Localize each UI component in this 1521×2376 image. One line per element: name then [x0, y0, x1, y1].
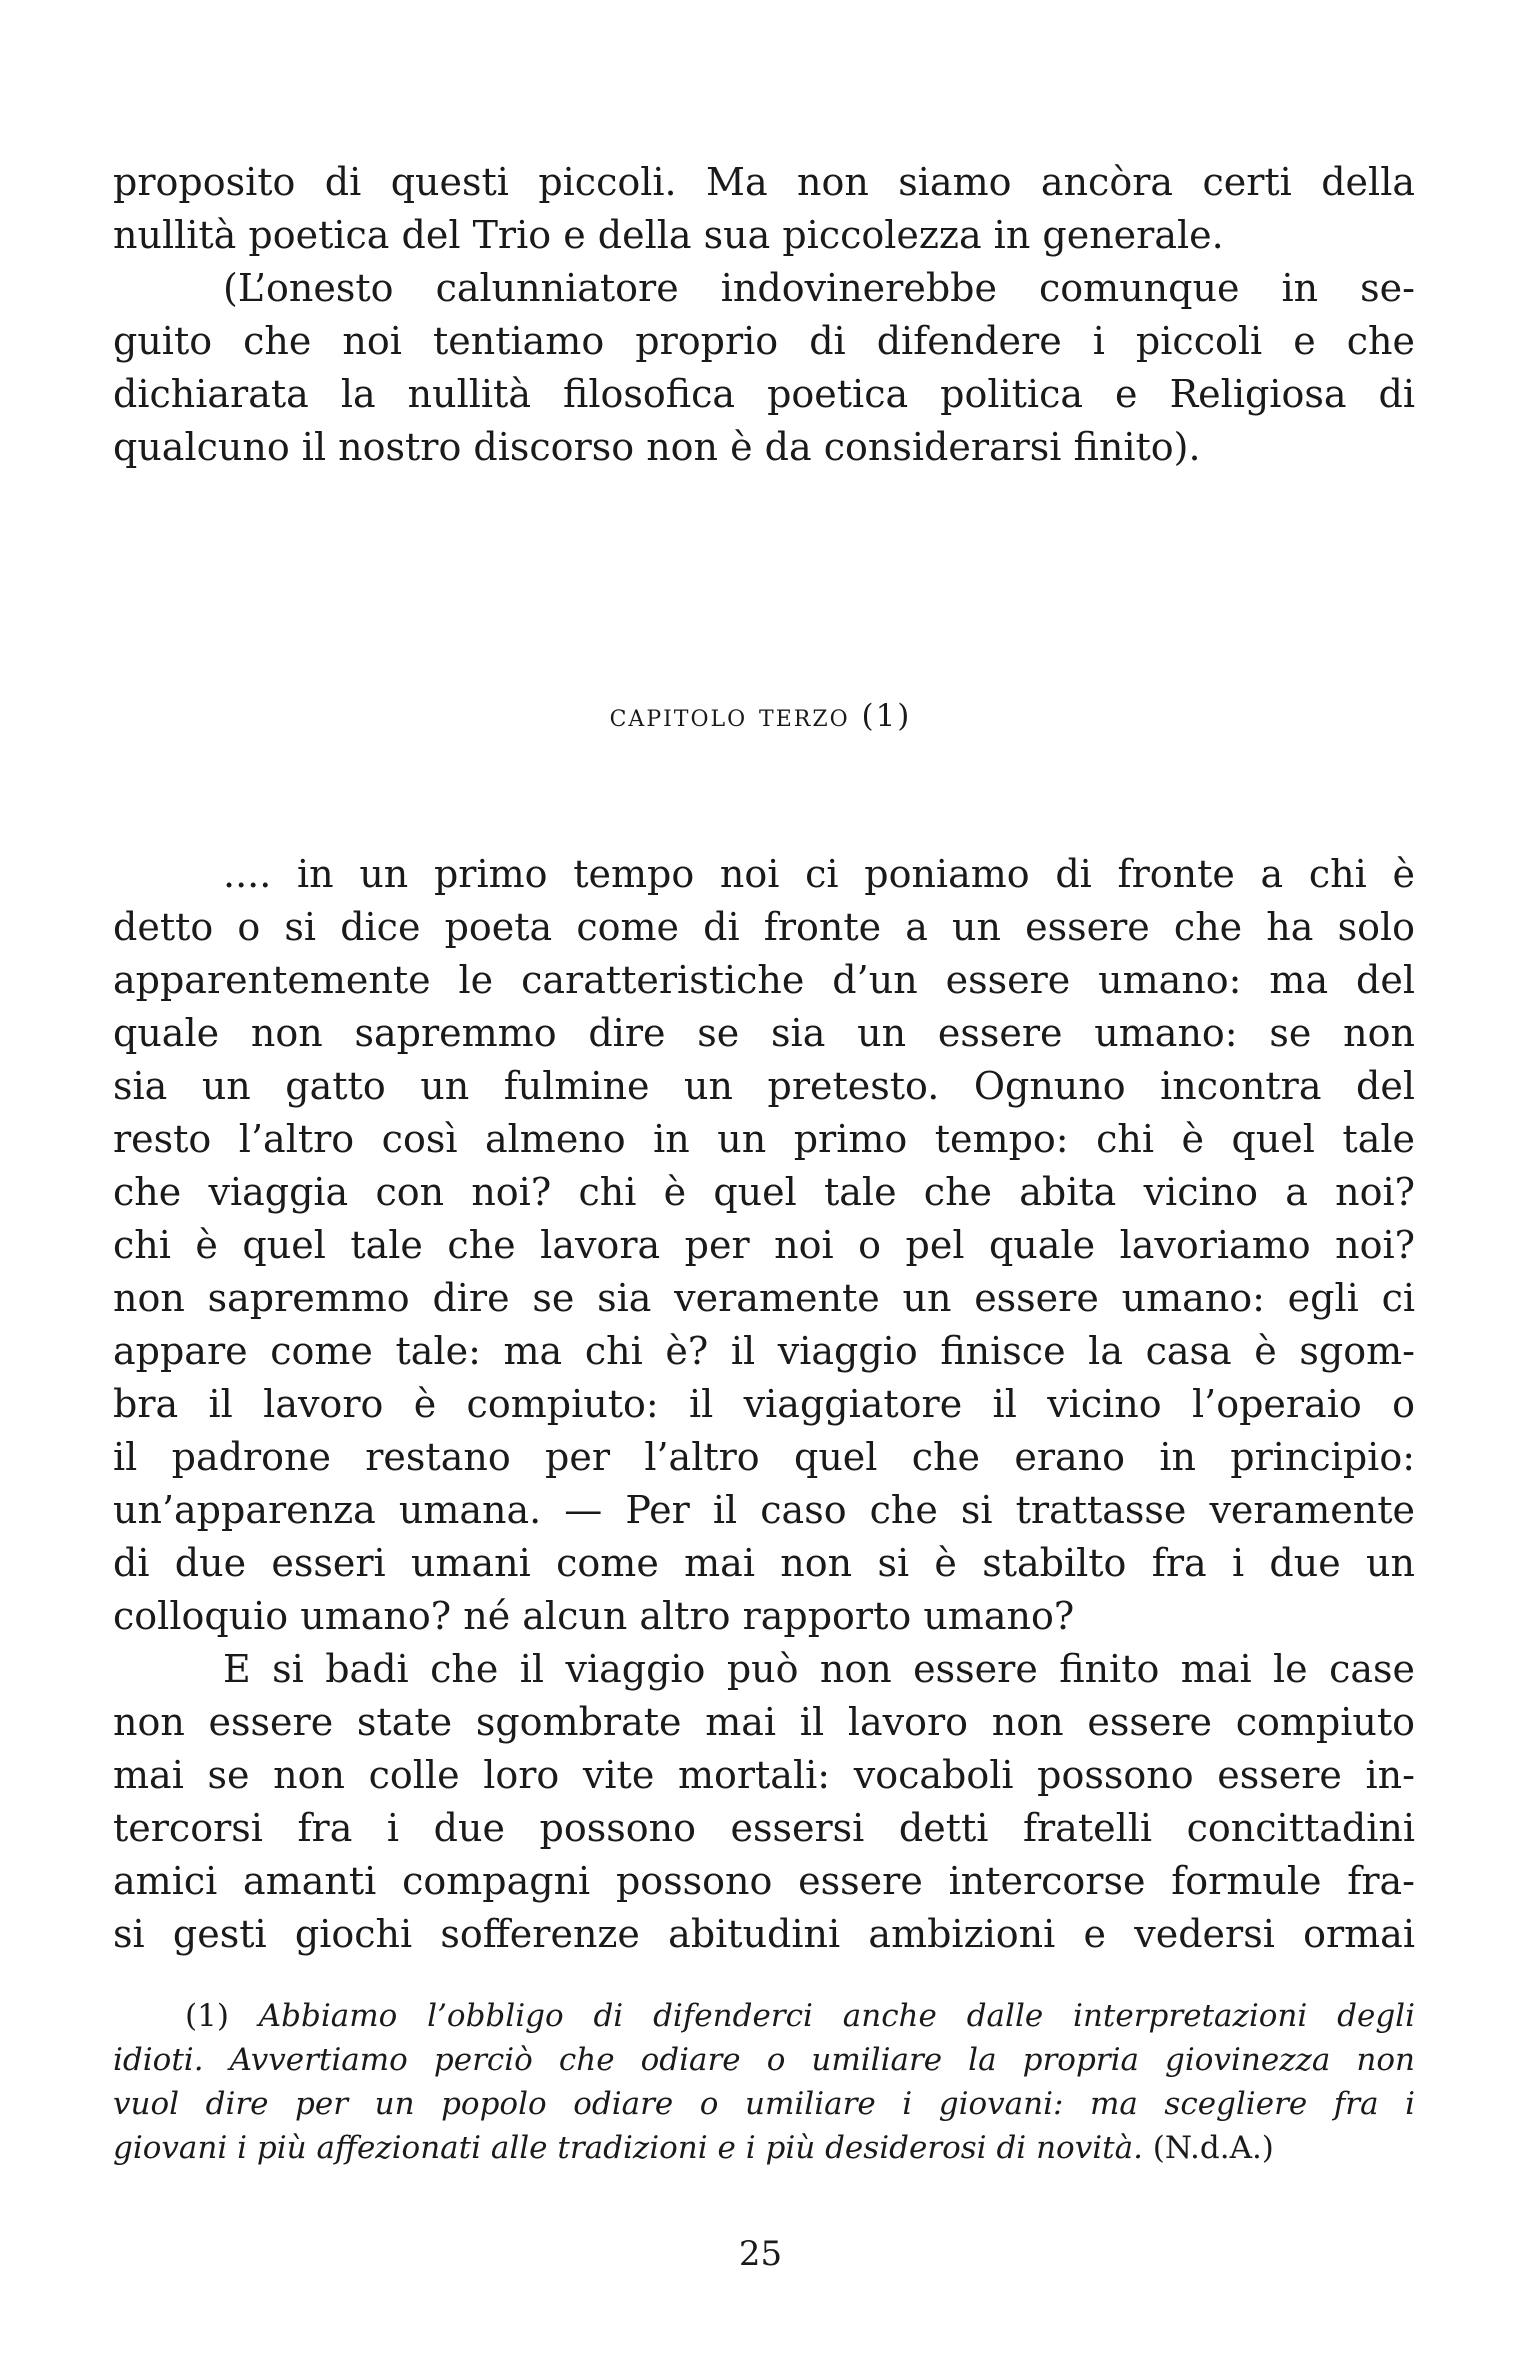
text-line: non sapremmo dire se sia veramente un essere umano: egli ci	[113, 1276, 1415, 1320]
top-paragraph	[113, 156, 1415, 474]
text-line: (L’onesto calunniatore indovinerebbe comunque in se-	[223, 266, 1415, 310]
footnote-attribution: (N.d.A.)	[1152, 2130, 1274, 2166]
text-line: apparentemente le caratteristiche d’un essere umano: ma del	[113, 958, 1415, 1002]
footnote-line: vuol dire per un popolo odiare o umiliare i giovani: ma scegliere fra i	[113, 2086, 1415, 2122]
text-line: detto o si dice poeta come di fronte a un essere che ha solo	[113, 905, 1415, 949]
text-line: sia un gatto un fulmine un pretesto. Ognuno incontra del	[113, 1064, 1415, 1108]
text-line: nullità poetica del Trio e della sua piccolezza in generale.	[113, 213, 1224, 257]
text-line: E si badi che il viaggio può non essere finito mai le case	[223, 1647, 1415, 1691]
text-line: appare come tale: ma chi è? il viaggio finisce la casa è sgom-	[113, 1329, 1415, 1373]
footnote-line	[113, 1994, 1415, 2038]
text-line: si gesti giochi sofferenze abitudini ambizioni e vedersi ormai	[113, 1912, 1415, 1956]
text-line: di due esseri umani come mai non si è stabilto fra i due un	[113, 1541, 1415, 1585]
text-line: chi è quel tale che lavora per noi o pel quale lavoriamo noi?	[113, 1223, 1415, 1267]
page-number: 25	[738, 2234, 783, 2274]
text-line: proposito di questi piccoli. Ma non siamo ancòra certi della	[113, 160, 1415, 204]
text-line: .... in un primo tempo noi ci poniamo di fronte a chi è	[223, 852, 1415, 896]
text-line: non essere state sgombrate mai il lavoro non essere compiuto	[113, 1700, 1415, 1744]
footnote-text: Abbiamo l’obbligo di difenderci anche dalle interpretazioni degli	[258, 1998, 1416, 2034]
text-line: resto l’altro così almeno in un primo tempo: chi è quel tale	[113, 1117, 1415, 1161]
footnote	[113, 1994, 1415, 2170]
chapter-body	[113, 848, 1415, 1961]
text-line: colloquio umano? né alcun altro rapporto umano?	[113, 1594, 1075, 1638]
text-line: bra il lavoro è compiuto: il viaggiatore il vicino l’operaio o	[113, 1382, 1415, 1426]
text-line: mai se non colle loro vite mortali: vocaboli possono essere in-	[113, 1753, 1415, 1797]
text-line: il padrone restano per l’altro quel che erano in principio:	[113, 1435, 1415, 1479]
text-line: dichiarata la nullità filosofica poetica politica e Religiosa di	[113, 372, 1415, 416]
text-line: qualcuno il nostro discorso non è da considerarsi finito).	[113, 425, 1201, 469]
footnote-marker: (1)	[185, 1998, 229, 2034]
text-line: tercorsi fra i due possono essersi detti fratelli concittadini	[113, 1806, 1415, 1850]
text-line: quale non sapremmo dire se sia un essere umano: se non	[113, 1011, 1415, 1055]
footnote-line: idioti. Avvertiamo perciò che odiare o umiliare la propria giovinezza non	[113, 2042, 1415, 2078]
text-line: che viaggia con noi? chi è quel tale che abita vicino a noi?	[113, 1170, 1415, 1214]
text-line: un’apparenza umana. — Per il caso che si trattasse veramente	[113, 1488, 1415, 1532]
text-line: guito che noi tentiamo proprio di difendere i piccoli e che	[113, 319, 1415, 363]
chapter-heading: capitolo terzo (1)	[609, 698, 912, 734]
text-line: amici amanti compagni possono essere intercorse formule fra-	[113, 1859, 1415, 1903]
footnote-line	[113, 2126, 1415, 2170]
footnote-text: giovani i più affezionati alle tradizioni e i più desiderosi di novità.	[113, 2130, 1143, 2166]
